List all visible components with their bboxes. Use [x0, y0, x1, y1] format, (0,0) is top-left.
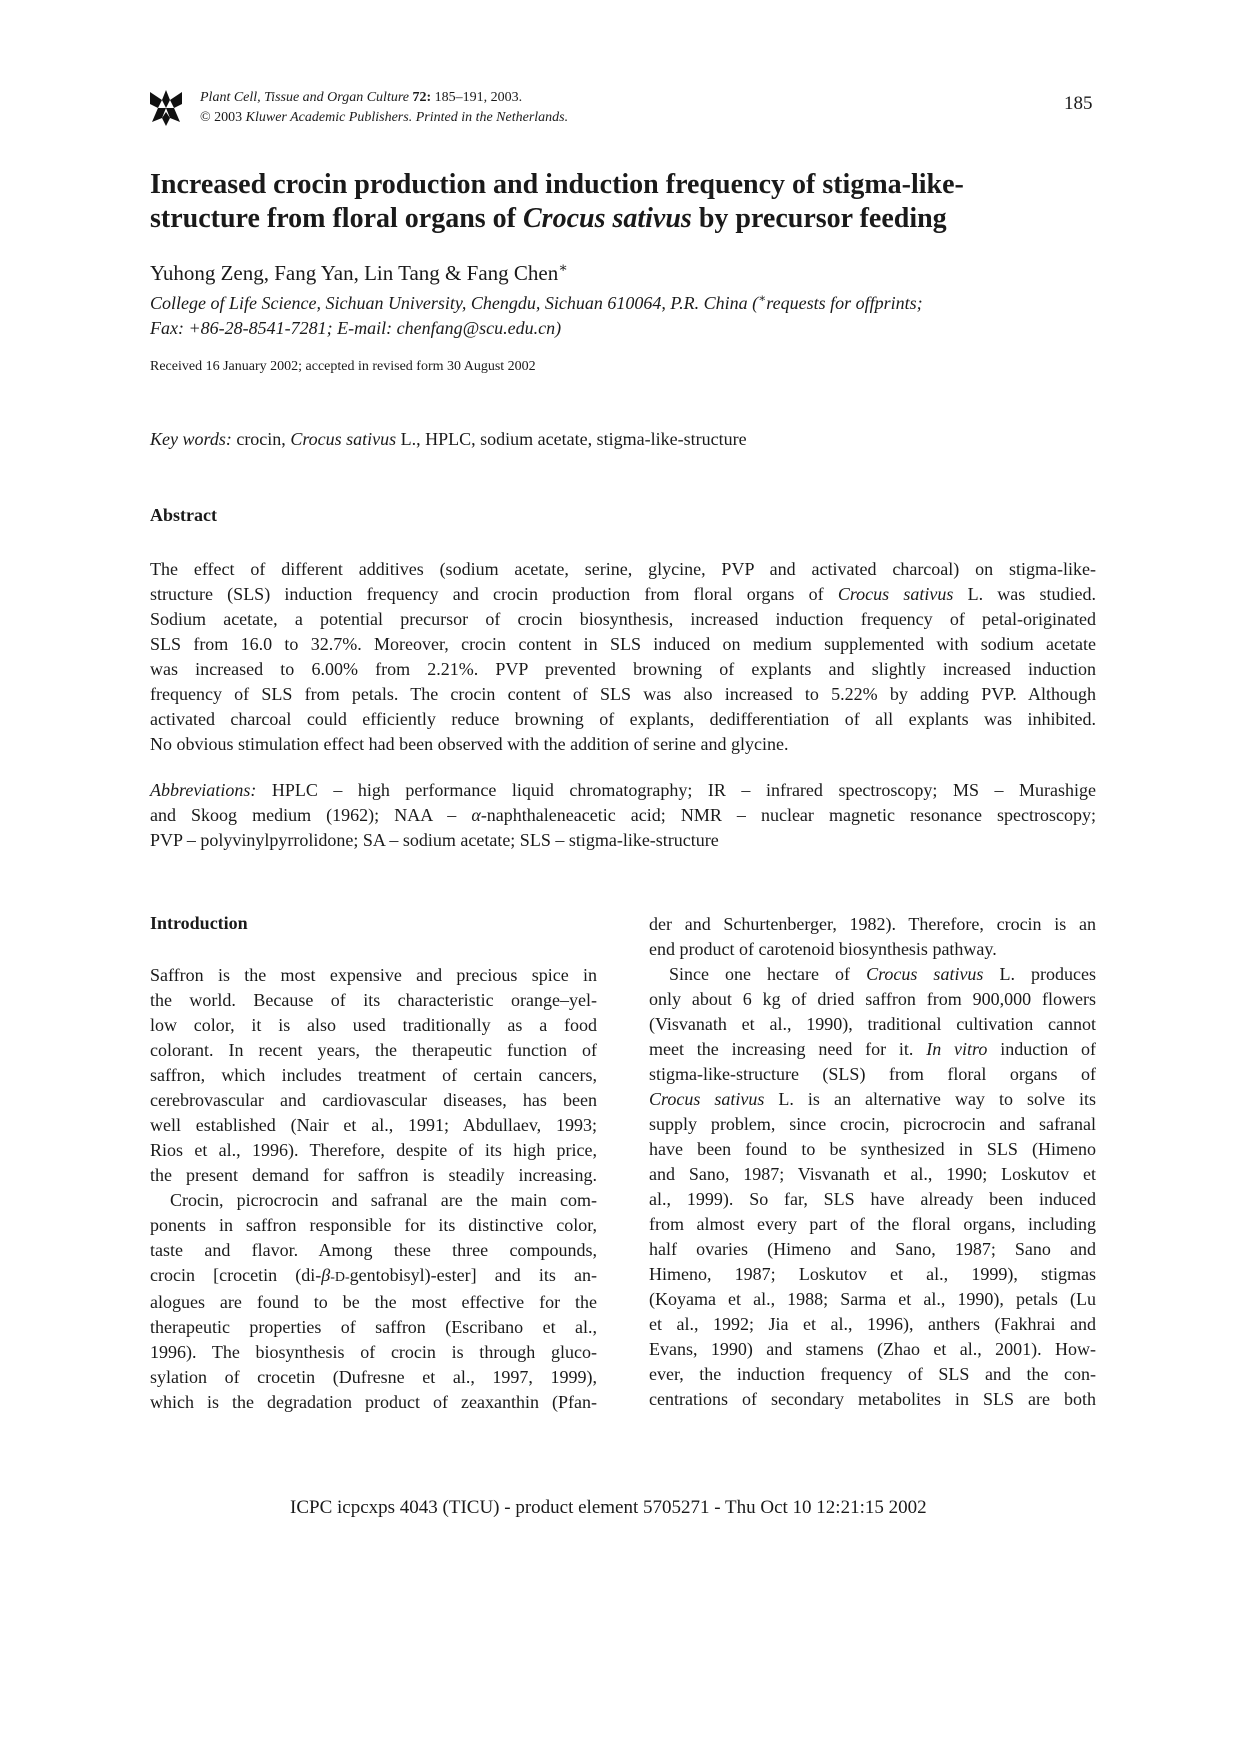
body-line: cerebrovascular and cardiovascular diseases, has been — [150, 1090, 597, 1110]
title-species: Crocus sativus — [523, 203, 692, 234]
title-text: by precursor feeding — [691, 203, 947, 234]
in-vitro-term: In vitro — [926, 1039, 988, 1059]
keywords-label: Key words: — [150, 429, 232, 449]
publisher-logo-icon — [148, 88, 184, 128]
body-text: meet the increasing need for it. — [649, 1039, 927, 1059]
abstract-line: frequency of SLS from petals. The crocin content of SLS was also increased to 5.22% by adding PVP. Although — [150, 684, 1096, 704]
abbreviations-label: Abbreviations: — [150, 780, 257, 800]
body-line: taste and flavor. Among these three compounds, — [150, 1240, 597, 1260]
right-column — [649, 912, 1096, 1412]
abstract-line: The effect of different additives (sodium acetate, serine, glycine, PVP and activated charcoal) on stigma-like- — [150, 559, 1096, 579]
abstract-line: activated charcoal could efficiently reduce browning of explants, dedifferentiation of all explants was inhibited. — [150, 709, 1096, 729]
abbreviations-text: and Skoog medium (1962); NAA – — [150, 805, 472, 825]
body-line: and Sano, 1987; Visvanath et al., 1990; Loskutov et — [649, 1164, 1096, 1184]
body-text: L. produces — [983, 964, 1096, 984]
body-line: well established (Nair et al., 1991; Abdullaev, 1993; — [150, 1115, 597, 1135]
copyright-year: 2003 — [210, 110, 246, 125]
received-dates: Received 16 January 2002; accepted in revised form 30 August 2002 — [150, 359, 536, 374]
body-line: have been found to be synthesized in SLS (Himeno — [649, 1139, 1096, 1159]
abstract-species: Crocus sativus — [837, 584, 954, 604]
body-line: Crocin, picrocrocin and safranal are the main com- — [170, 1190, 597, 1210]
body-line: (Visvanath et al., 1990), traditional cultivation cannot — [649, 1014, 1096, 1034]
body-line: supply problem, since crocin, picrocrocin and safranal — [649, 1114, 1096, 1134]
body-line: Evans, 1990) and stamens (Zhao et al., 2001). How- — [649, 1339, 1096, 1359]
journal-citation — [200, 88, 568, 128]
affiliation-text: requests for offprints; — [766, 293, 923, 313]
abstract-line: No obvious stimulation effect had been observed with the addition of serine and glycine. — [150, 734, 789, 754]
affiliation-text: College of Life Science, Sichuan University, Chengdu, Sichuan 610064, P.R. China ( — [150, 293, 759, 313]
body-line: al., 1999). So far, SLS have already been induced — [649, 1189, 1096, 1209]
body-line: ponents in saffron responsible for its distinctive color, — [150, 1215, 597, 1235]
body-line: 1996). The biosynthesis of crocin is through gluco- — [150, 1342, 597, 1362]
author-list — [150, 256, 568, 286]
journal-name: Plant Cell, Tissue and Organ Culture — [200, 90, 409, 105]
body-line: low color, it is also used traditionally as a food — [150, 1015, 597, 1035]
body-line: which is the degradation product of zeaxanthin (Pfan- — [150, 1392, 597, 1412]
title-line-1: Increased crocin production and induction frequency of stigma-like- — [150, 169, 964, 200]
abbreviations-line: PVP – polyvinylpyrrolidone; SA – sodium acetate; SLS – stigma-like-structure — [150, 830, 719, 850]
title-text: structure from floral organs of — [150, 203, 523, 234]
body-line: saffron, which includes treatment of certain cancers, — [150, 1065, 597, 1085]
body-line — [649, 962, 1096, 987]
page-number: 185 — [1064, 93, 1093, 114]
abstract-text: L. was studied. — [953, 584, 1097, 604]
body-line: centrations of secondary metabolites in SLS are both — [649, 1389, 1096, 1409]
abstract-line — [150, 582, 1096, 607]
body-line: sylation of crocetin (Dufresne et al., 1997, 1999), — [150, 1367, 597, 1387]
body-line: Rios et al., 1996). Therefore, despite of its high price, — [150, 1140, 597, 1160]
copyright-symbol: © — [200, 110, 211, 125]
body-line: therapeutic properties of saffron (Escribano et al., — [150, 1317, 597, 1337]
body-text: induction of — [987, 1039, 1096, 1059]
title-line-2 — [150, 202, 1110, 236]
abbreviations-text: HPLC – high performance liquid chromatography; IR – infrared spectroscopy; MS – Murashige — [256, 780, 1096, 800]
keywords — [150, 429, 747, 450]
abstract-text: structure (SLS) induction frequency and crocin production from floral organs of — [150, 584, 838, 604]
body-line: Himeno, 1987; Loskutov et al., 1999), stigmas — [649, 1264, 1096, 1284]
d-configuration: -D- — [330, 1270, 350, 1285]
body-text: L. is an alternative way to solve its — [764, 1089, 1097, 1109]
introduction-heading: Introduction — [150, 913, 248, 933]
body-text: Since one hectare of — [669, 964, 867, 984]
abbreviations-line — [150, 803, 1096, 828]
beta-symbol: β — [321, 1265, 331, 1285]
body-line: alogues are found to be the most effective for the — [150, 1292, 597, 1312]
journal-pages-year: 185–191, 2003. — [431, 90, 523, 105]
body-line: Saffron is the most expensive and precious spice in — [150, 965, 597, 985]
keywords-text: crocin, — [231, 429, 291, 449]
offprint-mark: ∗ — [758, 291, 767, 305]
affiliation — [150, 286, 1110, 341]
body-line: colorant. In recent years, the therapeutic function of — [150, 1040, 597, 1060]
keywords-text: L., HPLC, sodium acetate, stigma-like-structure — [396, 429, 747, 449]
body-line: et al., 1992; Jia et al., 1996), anthers (Fakhrai and — [649, 1314, 1096, 1334]
body-line: from almost every part of the floral organs, including — [649, 1214, 1096, 1234]
body-line: stigma-like-structure (SLS) from floral organs of — [649, 1064, 1096, 1084]
body-line: (Koyama et al., 1988; Sarma et al., 1990), petals (Lu — [649, 1289, 1096, 1309]
copyright-text: Kluwer Academic Publishers. Printed in the Netherlands. — [245, 110, 569, 125]
corresponding-mark: ∗ — [558, 261, 568, 276]
alpha-symbol: α — [471, 805, 481, 825]
journal-volume: 72: — [412, 90, 432, 105]
species-name: Crocus sativus — [866, 964, 984, 984]
abbreviations — [150, 778, 1096, 853]
body-line — [649, 1037, 1096, 1062]
species-name: Crocus sativus — [649, 1089, 765, 1109]
abstract-body — [150, 557, 1096, 757]
body-line: der and Schurtenberger, 1982). Therefore, crocin is an — [649, 914, 1096, 934]
body-line: half ovaries (Himeno and Sano, 1987; Sano and — [649, 1239, 1096, 1259]
body-line: only about 6 kg of dried saffron from 900,000 flowers — [649, 989, 1096, 1009]
body-text: crocin [crocetin (di- — [150, 1265, 322, 1285]
abstract-line: was increased to 6.00% from 2.21%. PVP prevented browning of explants and slightly increased induction — [150, 659, 1096, 679]
paper-title — [150, 168, 1110, 236]
body-line: end product of carotenoid biosynthesis pathway. — [649, 939, 997, 959]
abstract-heading: Abstract — [150, 505, 217, 525]
keywords-species: Crocus sativus — [290, 429, 397, 449]
body-line: ever, the induction frequency of SLS and the con- — [649, 1364, 1096, 1384]
body-line — [649, 1087, 1096, 1112]
abstract-line: SLS from 16.0 to 32.7%. Moreover, crocin content in SLS induced on medium supplemented with sodium acetate — [150, 634, 1096, 654]
abbreviations-text: -naphthaleneacetic acid; NMR – nuclear magnetic resonance spectroscopy; — [480, 805, 1096, 825]
contact-info: Fax: +86-28-8541-7281; E-mail: chenfang@scu.edu.cn) — [150, 318, 562, 338]
abbreviations-line — [150, 778, 1096, 803]
left-column — [150, 963, 597, 1415]
body-line: the present demand for saffron is steadily increasing. — [150, 1165, 597, 1185]
body-line — [150, 1263, 597, 1290]
production-footer: ICPC icpcxps 4043 (TICU) - product element 5705271 - Thu Oct 10 12:21:15 2002 — [290, 1497, 927, 1518]
abstract-line: Sodium acetate, a potential precursor of crocin biosynthesis, increased induction frequency of petal-originated — [150, 609, 1096, 629]
author-names: Yuhong Zeng, Fang Yan, Lin Tang & Fang Chen — [150, 261, 559, 285]
body-text: gentobisyl)-ester] and its an- — [349, 1265, 598, 1285]
body-line: the world. Because of its characteristic orange–yel- — [150, 990, 597, 1010]
